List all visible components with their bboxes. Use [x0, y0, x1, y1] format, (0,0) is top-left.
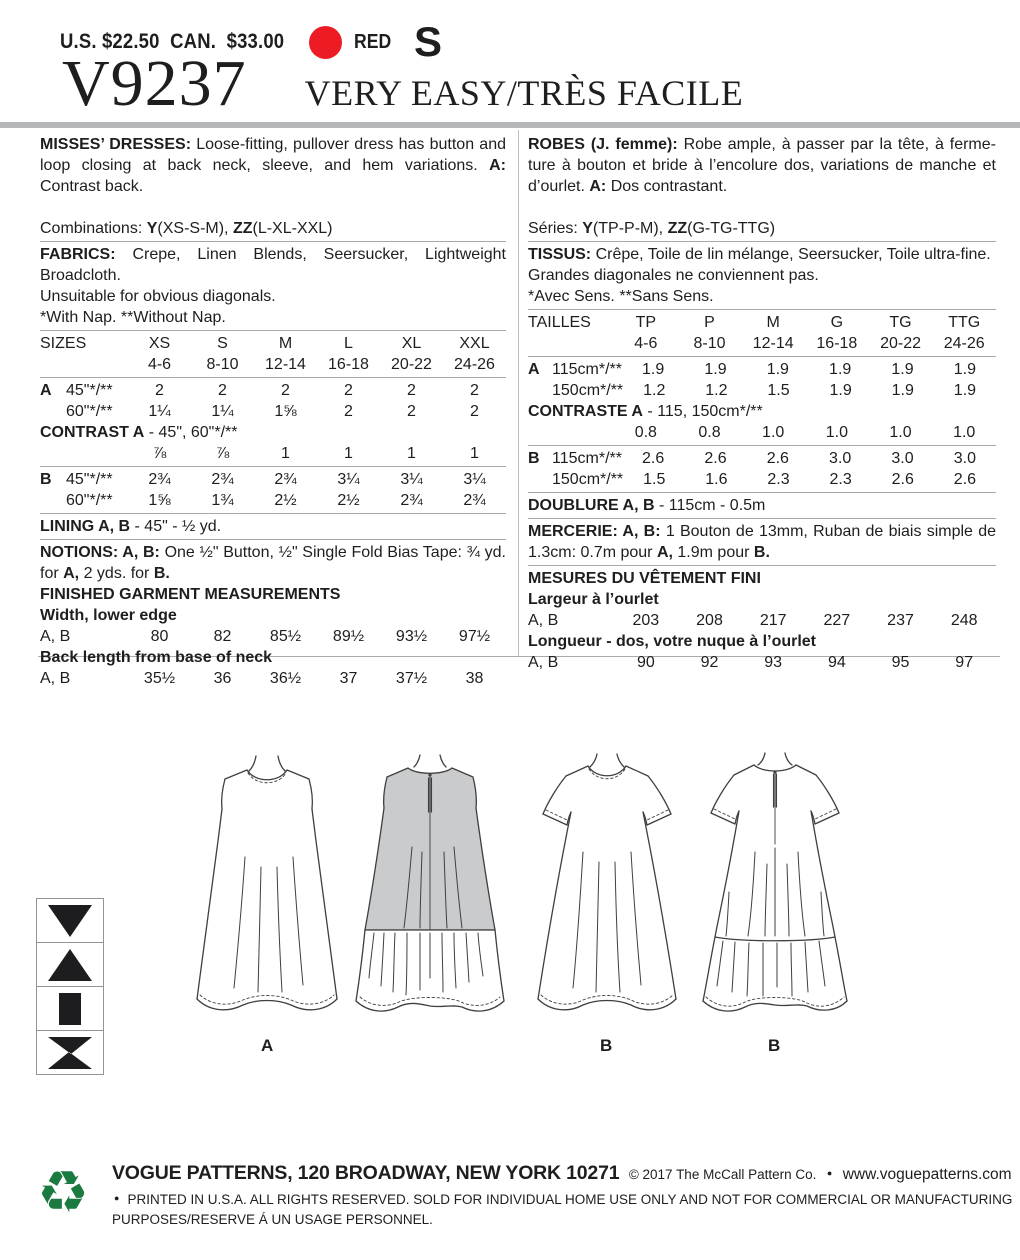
- table-cell: 1.9: [953, 361, 976, 378]
- table-cell: 12-14: [752, 335, 794, 352]
- table-cell: 95: [891, 654, 910, 671]
- table-cell: S: [217, 335, 228, 352]
- table-cell: 2.3: [829, 471, 852, 488]
- table-cell: 2.3: [767, 471, 790, 488]
- table-cell: 1.9: [891, 382, 914, 399]
- tailles-label: TAILLES: [528, 314, 591, 331]
- table-cell: 4-6: [147, 356, 172, 373]
- difficulty-banner: VERY EASY/TRÈS FACILE: [304, 73, 744, 113]
- table-cell: 1.9: [704, 361, 727, 378]
- table-cell: 1.2: [643, 382, 666, 399]
- table-cell: 24-26: [454, 356, 495, 373]
- sizes-header-row: [40, 333, 506, 354]
- triangle-down-icon: [37, 899, 103, 943]
- table-cell: 0.8: [634, 424, 657, 441]
- table-cell: 1.0: [953, 424, 976, 441]
- series-line: Séries: Y(TP-P-M), ZZ(G-TG-TTG): [528, 220, 776, 237]
- table-cell: 2.6: [704, 450, 727, 467]
- longueur-values-row: A, B 90 92 93 94 95 97: [528, 652, 996, 673]
- table-cell: 1.0: [825, 424, 848, 441]
- table-cell: 1.9: [891, 361, 914, 378]
- table-cell: 2½: [337, 492, 360, 509]
- diagonals-note: Unsuitable for obvious diagonals.: [40, 288, 276, 305]
- length-values-row: A, B 35½ 36 36½ 37 37½ 38: [40, 668, 506, 689]
- description-paragraph: MISSES’ DRESSES: Loose-fitting, pullover dress has button and loop closing at back neck, sleeve, and hem variations. A: Contrast back.: [40, 136, 506, 195]
- table-cell: 1.0: [762, 424, 785, 441]
- pattern-number: V9237: [62, 47, 247, 120]
- dress-a-front-illustration: [187, 752, 347, 1042]
- table-cell: 2¾: [463, 492, 486, 509]
- figure-symbols-grid: [36, 898, 104, 1075]
- table-cell: 93½: [395, 628, 428, 645]
- mercerie-paragraph: MERCERIE: A, B: 1 Bouton de 13mm, Ruban de biais simple de 1.3cm: 0.7m pour A, 1.9m pour B.: [528, 523, 996, 561]
- view-a-label: A: [261, 1036, 274, 1055]
- table-cell: 20-22: [391, 356, 432, 373]
- table-cell: 1¼: [148, 403, 171, 420]
- table-cell: 38: [465, 670, 484, 687]
- table-cell: 37½: [395, 670, 428, 687]
- price-text: U.S. $22.50 CAN. $33.00: [60, 30, 285, 53]
- finished-measurements-title: FINISHED GARMENT MEASUREMENTS: [40, 586, 341, 603]
- table-cell: 1⅝: [274, 403, 297, 420]
- table-cell: 1.2: [705, 382, 728, 399]
- table-cell: 1.5: [767, 382, 790, 399]
- color-name: RED: [353, 30, 391, 53]
- table-cell: 94: [827, 654, 846, 671]
- table-cell: 82: [213, 628, 232, 645]
- rectangle-icon: [37, 987, 103, 1031]
- table-cell: 36½: [269, 670, 302, 687]
- table-cell: 203: [632, 612, 660, 629]
- table-cell: 2: [344, 403, 353, 420]
- table-cell: TP: [635, 314, 657, 331]
- table-cell: 1: [470, 445, 479, 462]
- description-title-fr: ROBES (J. femme):: [528, 136, 678, 153]
- table-cell: 89½: [332, 628, 365, 645]
- table-cell: 248: [950, 612, 978, 629]
- table-cell: 1: [344, 445, 353, 462]
- dress-a-back-illustration: [350, 752, 510, 1042]
- table-cell: 2: [470, 382, 479, 399]
- table-cell: 2¾: [400, 492, 423, 509]
- yardage-row-b-60: 60"*/** 1⅝ 1¾ 2½ 2½ 2¾ 2¾: [40, 490, 506, 511]
- view-b-front-label: B: [600, 1036, 613, 1055]
- table-cell: 1: [407, 445, 416, 462]
- size-letter: S: [414, 18, 443, 65]
- legal-line-1: PRINTED IN U.S.A. ALL RIGHTS RESERVED. SOLD FOR INDIVIDUAL HOME USE ONLY AND NOT FOR COMMERCIAL OR MANUFACTURING: [127, 1192, 1013, 1207]
- table-cell: 93: [764, 654, 783, 671]
- table-cell: 2: [218, 382, 227, 399]
- table-cell: 20-22: [880, 335, 921, 352]
- table-cell: 1¾: [211, 492, 234, 509]
- table-cell: 1.5: [643, 471, 666, 488]
- contrast-heading: CONTRAST A - 45", 60"*/**: [40, 424, 238, 441]
- table-cell: 2¾: [211, 471, 234, 488]
- table-cell: 0.8: [698, 424, 721, 441]
- table-cell: 1.9: [829, 361, 852, 378]
- nap-note: *With Nap. **Without Nap.: [40, 309, 226, 326]
- table-cell: 8-10: [693, 335, 726, 352]
- table-cell: 35½: [143, 670, 176, 687]
- hourglass-icon: [37, 1031, 103, 1074]
- table-cell: 2.6: [642, 450, 665, 467]
- longueur-title: Longueur - dos, votre nuque à l’ourlet: [528, 633, 817, 650]
- copyright-text: © 2017 The McCall Pattern Co.: [628, 1167, 817, 1182]
- table-cell: 2: [407, 403, 416, 420]
- contrast-values-row: [40, 443, 506, 464]
- table-cell: 2.6: [953, 471, 977, 488]
- description-title: MISSES’ DRESSES:: [40, 136, 192, 153]
- size-ranges-row: [40, 354, 506, 375]
- table-cell: 80: [150, 628, 169, 645]
- description-paragraph-fr: ROBES (J. femme): Robe ample, à passer par la tête, à fermeture à bouton et bride à l’encolure dos, variations de manche et d’ourlet. A: Dos contrastant.: [528, 136, 996, 195]
- website-url: www.voguepatterns.com: [842, 1166, 1012, 1183]
- table-cell: 12-14: [265, 356, 306, 373]
- metrage-row-b-115: B 115cm*/** 2.6 2.6 2.6 3.0 3.0 3.0: [528, 448, 996, 469]
- table-cell: TTG: [948, 314, 981, 331]
- header-divider-bar: [0, 122, 1020, 128]
- size-columns: [128, 333, 506, 354]
- table-cell: 1⅝: [148, 492, 171, 509]
- table-cell: 16-18: [816, 335, 858, 352]
- combinations-line: Combinations: Y(XS-S-M), ZZ(L-XL-XXL): [40, 220, 333, 237]
- table-cell: 36: [213, 670, 232, 687]
- table-cell: 97: [955, 654, 974, 671]
- tailles-header-row: [528, 312, 996, 333]
- table-cell: 3.0: [891, 450, 914, 467]
- table-cell: 2: [344, 382, 353, 399]
- size-ranges-row-fr: [528, 333, 996, 354]
- table-cell: 90: [636, 654, 655, 671]
- view-b-back-label: B: [768, 1036, 781, 1055]
- table-cell: 37: [339, 670, 358, 687]
- table-cell: 4-6: [634, 335, 658, 352]
- title-row: [62, 47, 744, 120]
- publisher-address: VOGUE PATTERNS, 120 BROADWAY, NEW YORK 10271: [112, 1162, 620, 1184]
- footer: [26, 1156, 1012, 1230]
- table-cell: 3.0: [829, 450, 852, 467]
- table-cell: P: [704, 314, 715, 331]
- metrage-row-a-115: A 115cm*/** 1.9 1.9 1.9 1.9 1.9 1.9: [528, 359, 996, 380]
- table-cell: XS: [148, 335, 171, 352]
- legal-line-2: PURPOSES/RESERVE Á UN USAGE PERSONNEL.: [112, 1212, 433, 1227]
- table-cell: M: [766, 314, 780, 331]
- sizes-label: SIZES: [40, 335, 87, 352]
- table-cell: 2.6: [891, 471, 914, 488]
- table-cell: 1.9: [766, 361, 789, 378]
- notions-paragraph: NOTIONS: A, B: One ½" Button, ½" Single Fold Bias Tape: ¾ yd. for A, 2 yds. for B.: [40, 544, 506, 582]
- bullet-icon: ●: [114, 1193, 120, 1203]
- table-cell: 1.6: [705, 471, 728, 488]
- width-title: Width, lower edge: [40, 607, 177, 624]
- dress-b-front-illustration: [527, 752, 687, 1042]
- table-cell: 92: [700, 654, 719, 671]
- fabrics-paragraph: FABRICS: Crepe, Linen Blends, Seersucker, Lightweight Broadcloth.: [40, 246, 506, 284]
- table-cell: 2: [281, 382, 290, 399]
- table-cell: 1.9: [642, 361, 665, 378]
- table-cell: 1.9: [829, 382, 852, 399]
- table-cell: 3¼: [337, 471, 360, 488]
- recycling-icon: ♻: [37, 1160, 89, 1225]
- yardage-row-b-45: B 45"*/** 2¾ 2¾ 2¾ 3¼ 3¼ 3¼: [40, 469, 506, 490]
- back-length-title: Back length from base of neck: [40, 649, 273, 666]
- table-cell: 16-18: [328, 356, 369, 373]
- french-column: [528, 134, 996, 671]
- dress-b-back-illustration: [695, 752, 855, 1042]
- table-cell: 3¼: [400, 471, 423, 488]
- table-cell: 208: [696, 612, 723, 629]
- table-cell: 2¾: [148, 471, 171, 488]
- table-cell: TG: [889, 314, 912, 331]
- metrage-row-b-150: 150cm*/** 1.5 1.6 2.3 2.3 2.6 2.6: [528, 469, 996, 490]
- largeur-values-row: A, B 203 208 217 227 237 248: [528, 610, 996, 631]
- triangle-up-icon: [37, 943, 103, 987]
- table-cell: 24-26: [943, 335, 985, 352]
- table-cell: 227: [823, 612, 851, 629]
- table-cell: 1.0: [889, 424, 912, 441]
- table-cell: ⅞: [215, 445, 230, 462]
- table-cell: XL: [401, 335, 422, 352]
- table-cell: 1.9: [953, 382, 977, 399]
- table-cell: 2: [470, 403, 479, 420]
- table-cell: 2: [155, 382, 164, 399]
- table-cell: ⅞: [152, 445, 167, 462]
- table-cell: 2½: [274, 492, 297, 509]
- table-cell: L: [344, 335, 353, 352]
- table-cell: 8-10: [206, 356, 239, 373]
- table-cell: M: [278, 335, 293, 352]
- lining-line: LINING A, B - 45" - ½ yd.: [40, 518, 222, 535]
- contraste-values-row: [528, 422, 996, 443]
- footer-text: [112, 1156, 1012, 1230]
- table-cell: 85½: [269, 628, 302, 645]
- table-cell: G: [830, 314, 844, 331]
- table-cell: 1: [281, 445, 290, 462]
- table-cell: 3¼: [463, 471, 486, 488]
- table-cell: 2¾: [274, 471, 297, 488]
- diagonales-note: Grandes diagonales ne conviennent pas.: [528, 267, 819, 284]
- table-cell: 1¼: [211, 403, 234, 420]
- mesures-title: MESURES DU VÊTEMENT FINI: [528, 570, 761, 587]
- table-cell: 2.6: [766, 450, 789, 467]
- width-values-row: A, B 80 82 85½ 89½ 93½ 97½: [40, 626, 506, 647]
- tissus-paragraph: TISSUS: Crêpe, Toile de lin mélange, Seersucker, Toile ultra-fine.: [528, 246, 991, 263]
- table-cell: 97½: [458, 628, 491, 645]
- metrage-row-a-150: 150cm*/** 1.2 1.2 1.5 1.9 1.9 1.9: [528, 380, 996, 401]
- english-column: [40, 134, 506, 687]
- table-cell: 3.0: [953, 450, 976, 467]
- bullet-icon: ●: [826, 1168, 833, 1178]
- yardage-row-a-60: 60"*/** 1¼ 1¼ 1⅝ 2 2 2: [40, 401, 506, 422]
- yardage-row-a-45: A 45"*/** 2 2 2 2 2 2: [40, 380, 506, 401]
- table-cell: 237: [887, 612, 914, 629]
- table-cell: 217: [759, 612, 787, 629]
- doublure-line: DOUBLURE A, B - 115cm - 0.5m: [528, 497, 766, 514]
- largeur-title: Largeur à l’ourlet: [528, 591, 659, 608]
- table-cell: XXL: [459, 335, 490, 352]
- table-cell: 2: [407, 382, 416, 399]
- column-divider: [518, 130, 519, 657]
- sens-note: *Avec Sens. **Sans Sens.: [528, 288, 714, 305]
- contraste-heading: CONTRASTE A - 115, 150cm*/**: [528, 403, 763, 420]
